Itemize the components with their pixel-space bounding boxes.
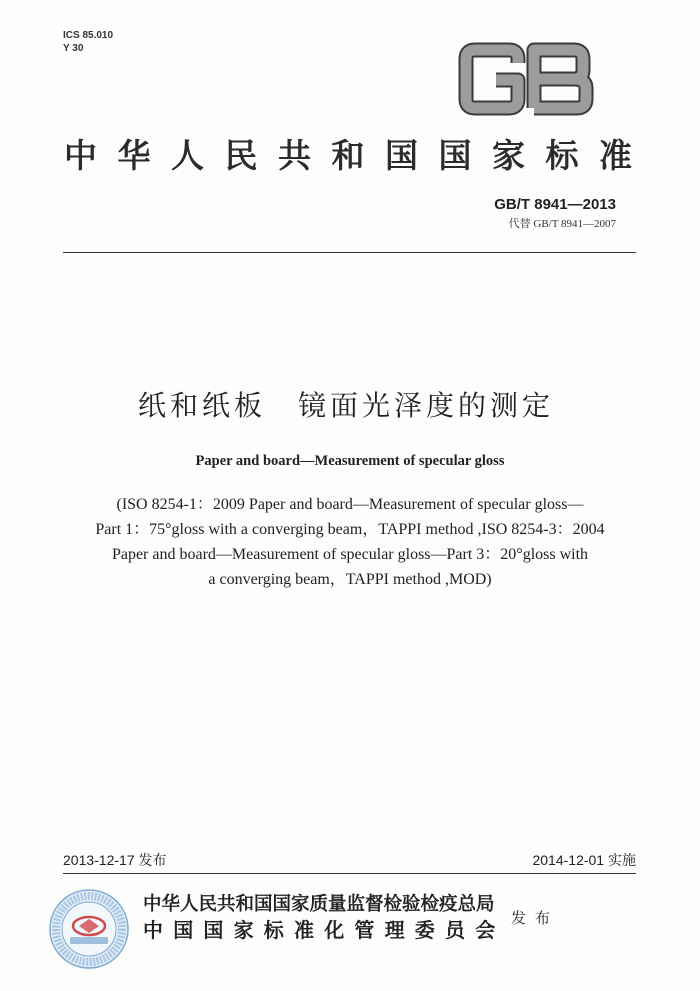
top-divider — [63, 252, 636, 253]
publish-label: 发布 — [511, 909, 560, 927]
adoption-line-2: Part 1：75°gloss with a converging beam，TAPPI method ,ISO 8254-3：2004 — [95, 521, 605, 538]
standard-number: GB/T 8941—2013 — [494, 196, 616, 213]
bottom-divider — [63, 873, 636, 874]
gb-logo-g — [466, 50, 518, 108]
gb-logo-b — [534, 50, 586, 108]
adoption-line-4: a converging beam，TAPPI method ,MOD) — [208, 571, 492, 588]
title-english: Paper and board—Measurement of specular gloss — [195, 453, 505, 469]
effective-date: 2014-12-01 实施 — [532, 852, 636, 868]
ics-number: ICS 85.010 — [63, 30, 114, 41]
adoption-line-3: Paper and board—Measurement of specular gloss—Part 3：20°gloss with — [111, 546, 589, 563]
publisher-seal — [48, 888, 130, 970]
issue-date: 2013-12-17 发布 — [63, 852, 167, 868]
adoption-line-1: (ISO 8254-1：2009 Paper and board—Measurement of specular gloss— — [116, 496, 584, 513]
seal-banner — [70, 937, 108, 944]
standard-type-heading: 中华人民共和国国家标准 — [64, 136, 653, 175]
classification-code: Y 30 — [63, 43, 84, 54]
ics-code — [63, 29, 113, 55]
issuer-aqsiq: 中华人民共和国国家质量监督检验检疫总局 — [143, 894, 495, 915]
issuer-sac: 中国国家标准化管理委员会 — [143, 918, 506, 942]
replaces-standard: 代替 GB/T 8941—2007 — [508, 218, 616, 230]
gb-logo — [458, 42, 594, 116]
title-chinese: 纸和纸板 镜面光泽度的测定 — [138, 389, 555, 422]
